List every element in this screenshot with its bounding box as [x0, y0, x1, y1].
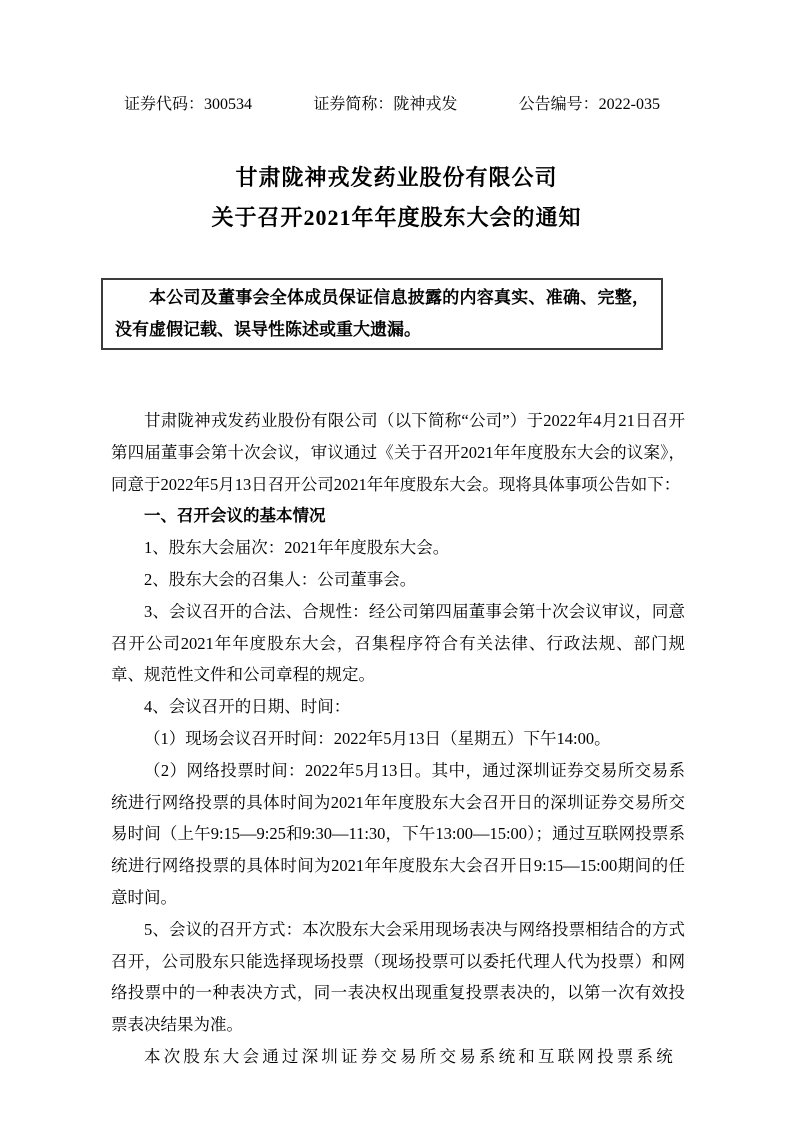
document-header: [0, 0, 793, 116]
item-meeting-method: 5、会议的召开方式：本次股东大会采用现场表决与网络投票相结合的方式召开，公司股东只能选择现场投票（现场投票可以委托代理人代为投票）和网络投票中的一种表决方式，同一表决权出现重复投票表决的，以第一次有效投票表决结果为准。: [111, 919, 685, 1035]
company-title: 甘肃陇神戎发药业股份有限公司: [235, 165, 558, 190]
section-heading-basic-info: 一、召开会议的基本情况: [144, 506, 326, 526]
item-meeting-session: 1、股东大会届次：2021年年度股东大会。: [144, 538, 450, 558]
item-onsite-time: （1）现场会议召开时间：2022年5月13日（星期五）下午14:00。: [144, 728, 611, 748]
announcement-number: 公告编号：2022-035: [518, 96, 660, 113]
closing-paragraph: 本次股东大会通过深圳证券交易所交易系统和互联网投票系统: [144, 1046, 676, 1066]
item-legality: 3、会议召开的合法、合规性：经公司第四届董事会第十次会议审议，同意召开公司2021年年度股东大会，召集程序符合有关法律、行政法规、部门规章、规范性文件和公司章程的规定。: [111, 601, 685, 685]
intro-paragraph: 甘肃陇神戎发药业股份有限公司（以下简称“公司”）于2022年4月21日召开第四届董事会第十次会议，审议通过《关于召开2021年年度股东大会的议案》，同意于2022年5月13日召开公司2021年年度股东大会。现将具体事项公告如下：: [111, 411, 685, 494]
disclaimer-box: [101, 278, 663, 350]
notice-title: 关于召开2021年年度股东大会的通知: [211, 205, 582, 230]
disclaimer-text: 本公司及董事会全体成员保证信息披露的内容真实、准确、完整，没有虚假记载、误导性陈述或重大遗漏。: [115, 288, 649, 339]
item-online-voting-time: （2）网络投票时间：2022年5月13日。其中，通过深圳证券交易所交易系统进行网络投票的具体时间为2021年年度股东大会召开日的深圳证券交易所交易时间（上午9:15—9:25和9:30—11:30，下午13:00—15:00）；通过互联网投票系统进行网络投票的具体时间为2021年年度股东大会召开日9:15—15:00期间的任意时间。: [111, 760, 685, 907]
item-convener: 2、股东大会的召集人：公司董事会。: [144, 569, 417, 589]
item-date-time: 4、会议召开的日期、时间：: [144, 697, 351, 717]
stock-abbr: 证券简称：陇神戎发: [313, 96, 458, 113]
stock-code: 证券代码：300534: [124, 96, 253, 113]
document-body: [111, 405, 685, 1073]
